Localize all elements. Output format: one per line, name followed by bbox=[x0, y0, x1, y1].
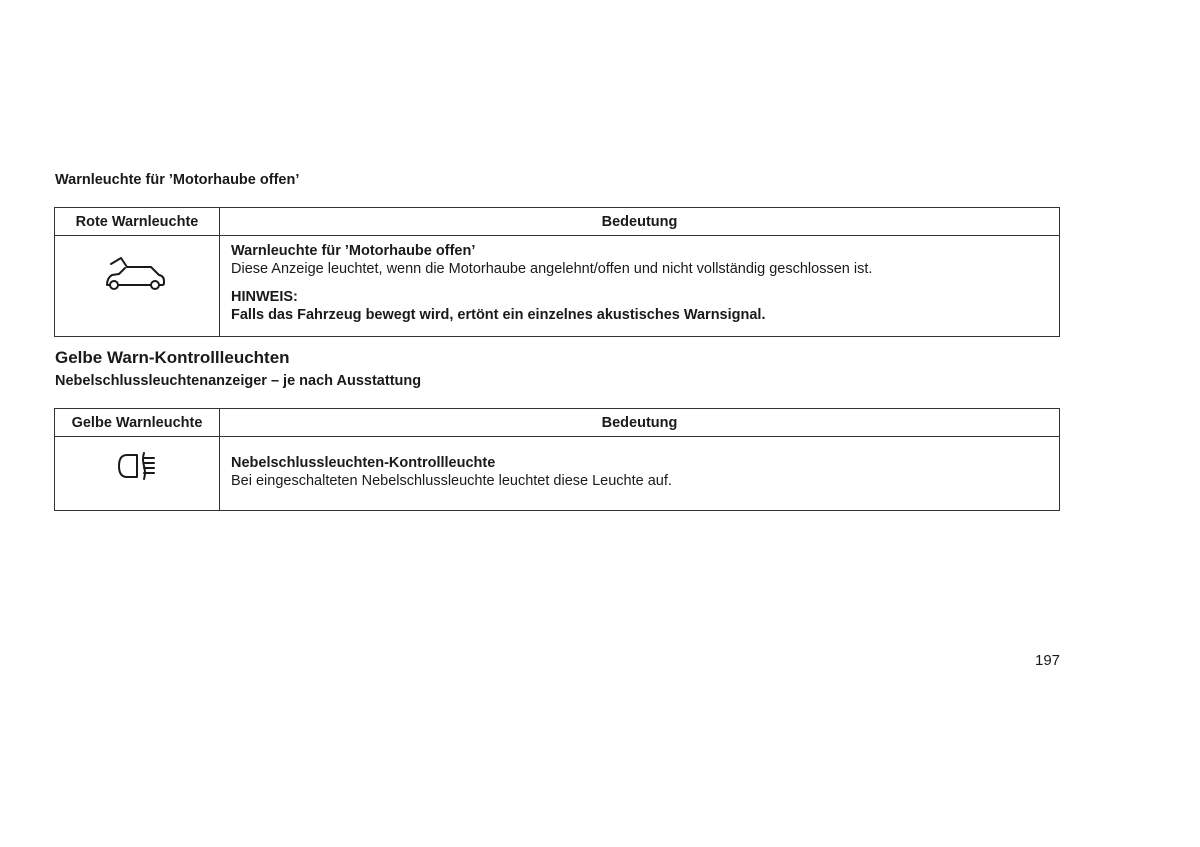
section-heading-hood: Warnleuchte für ’Motorhaube offen’ bbox=[55, 172, 300, 188]
page-number: 197 bbox=[1035, 652, 1061, 669]
table-header-row bbox=[55, 409, 1060, 437]
table-header-row bbox=[55, 208, 1060, 236]
meaning-cell bbox=[220, 236, 1060, 337]
yellow-warning-table bbox=[54, 408, 1060, 511]
column-header-warning-light: Gelbe Warnleuchte bbox=[55, 409, 220, 437]
hood-open-icon bbox=[105, 254, 169, 294]
row-title: Warnleuchte für ’Motorhaube offen’ bbox=[231, 243, 476, 259]
row-description: Diese Anzeige leuchtet, wenn die Motorhaube angelehnt/offen und nicht vollständig geschlossen ist. bbox=[231, 261, 873, 277]
column-header-meaning: Bedeutung bbox=[220, 208, 1060, 236]
note-label: HINWEIS: bbox=[231, 289, 298, 305]
column-header-warning-light: Rote Warnleuchte bbox=[55, 208, 220, 236]
rear-fog-light-icon bbox=[115, 450, 159, 482]
meaning-cell bbox=[220, 437, 1060, 511]
section-heading-yellow-lights: Gelbe Warn-Kontrollleuchten bbox=[55, 348, 290, 367]
note-text: Falls das Fahrzeug bewegt wird, ertönt ein einzelnes akustisches Warnsignal. bbox=[231, 307, 766, 323]
red-warning-table bbox=[54, 207, 1060, 337]
icon-cell bbox=[55, 236, 220, 337]
icon-cell bbox=[55, 437, 220, 511]
column-header-meaning: Bedeutung bbox=[220, 409, 1060, 437]
row-title: Nebelschlussleuchten-Kontrollleuchte bbox=[231, 455, 496, 471]
table-row bbox=[55, 437, 1060, 511]
row-description: Bei eingeschalteten Nebelschlussleuchte leuchtet diese Leuchte auf. bbox=[231, 473, 672, 489]
subheading-rear-fog: Nebelschlussleuchtenanzeiger – je nach Ausstattung bbox=[55, 373, 422, 389]
table-row bbox=[55, 236, 1060, 337]
